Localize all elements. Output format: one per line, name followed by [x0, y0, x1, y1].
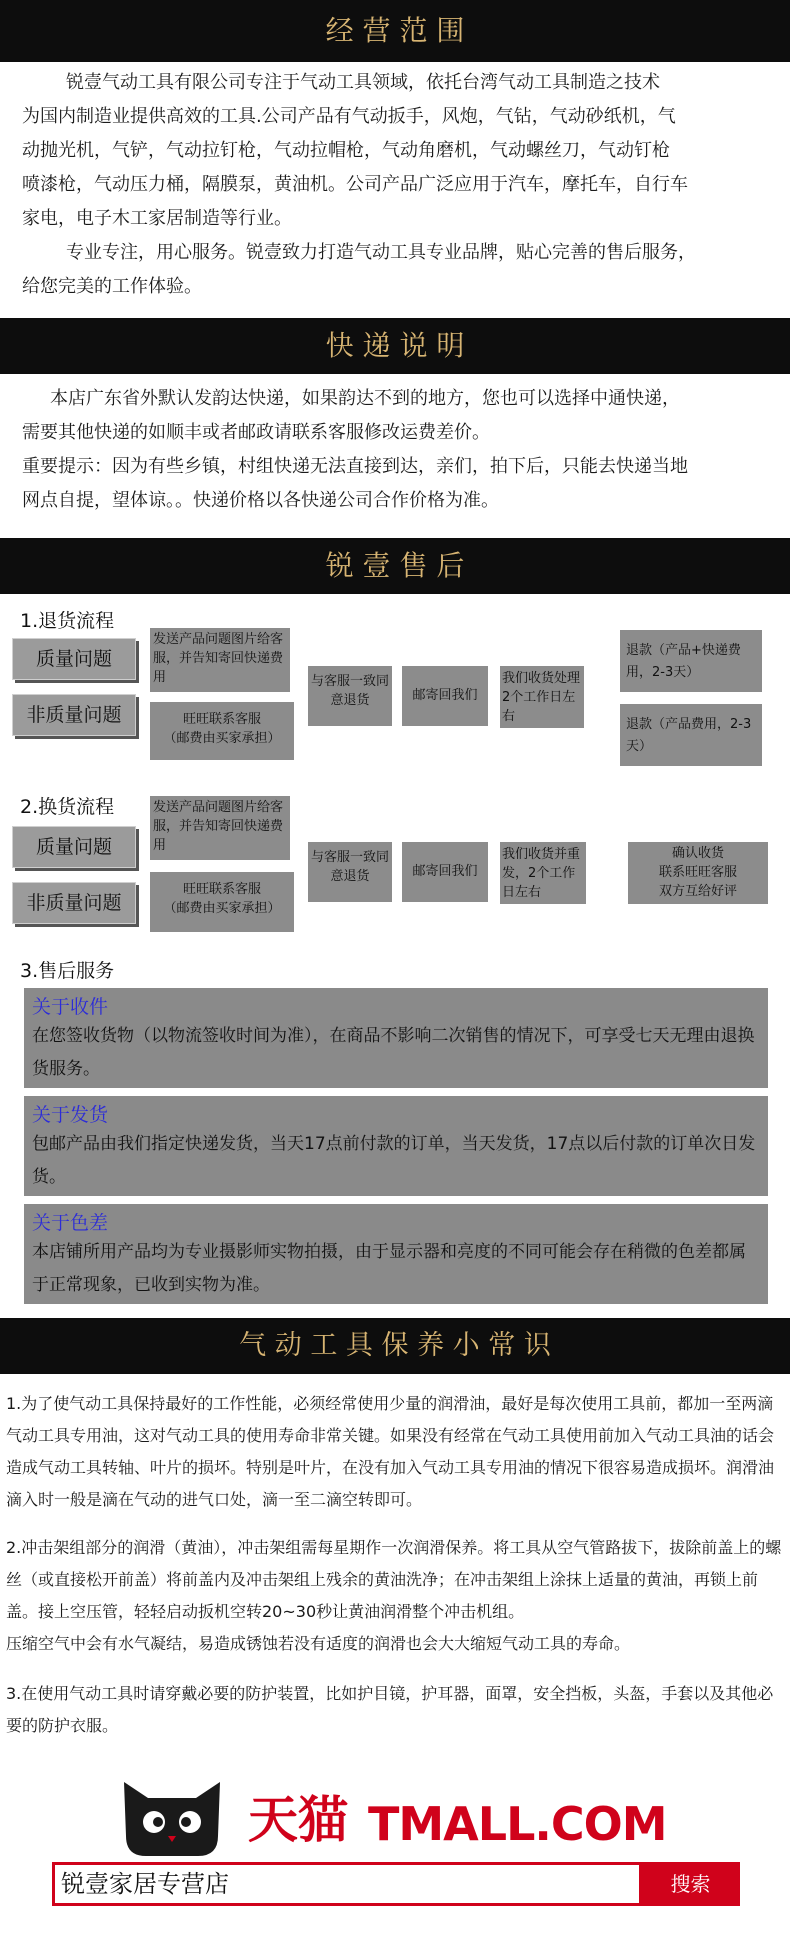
care-paragraph-3: 3.在使用气动工具时请穿戴必要的防护装置，比如护目镜，护耳器，面罩，安全挡板，头盔，手套以及其他必要的防护衣服。: [6, 1684, 774, 1735]
store-search-input[interactable]: 锐壹家居专营店: [52, 1862, 642, 1906]
service-color: [24, 1204, 768, 1304]
service-color-title: 关于色差: [32, 1212, 109, 1234]
return-box-nonquality: 旺旺联系客服 （邮费由买家承担）: [150, 702, 294, 760]
return-flow-label: 1.退货流程: [20, 610, 115, 632]
return-receive: 我们收货处理2个工作日左右: [500, 666, 584, 728]
care-paragraph-2b: 压缩空气中会有水气凝结，易造成锈蚀若没有适度的润滑也会大大缩短气动工具的寿命。: [6, 1634, 631, 1653]
scope-text: [22, 66, 782, 304]
service-shipping: [24, 1096, 768, 1196]
scope-line: 给您完美的工作体验。: [22, 276, 202, 297]
tmall-logo-en: TMALL.COM: [368, 1797, 667, 1851]
express-line: 需要其他快递的如顺丰或者邮政请联系客服修改运费差价。: [22, 422, 490, 443]
service-receipt-text: 在您签收货物（以物流签收时间为准），在商品不影响二次销售的情况下，可享受七天无理由退换货服务。: [32, 1026, 755, 1079]
return-box-quality: 发送产品问题图片给客服，并告知寄回快递费用: [150, 628, 290, 692]
exchange-box-quality: 发送产品问题图片给客服，并告知寄回快递费用: [150, 796, 290, 860]
return-mail: 邮寄回我们: [402, 666, 488, 726]
section-title-care: 气 动 工 具 保 养 小 常 识: [239, 1330, 551, 1361]
express-line: 本店广东省外默认发韵达快递，如果韵达不到的地方，您也可以选择中通快递，: [50, 388, 680, 409]
care-text: [6, 1388, 784, 1742]
section-header-aftersale: [0, 538, 790, 594]
search-button[interactable]: 搜索: [641, 1862, 740, 1906]
care-paragraph-2: 2.冲击架组部分的润滑（黄油），冲击架组需每星期作一次润滑保养。将工具从空气管路拔下，拔除前盖上的螺丝（或直接松开前盖）将前盖内及冲击架组上残余的黄油洗净；在冲击架组上涂抹上适量的黄油，再锁上前盖。接上空压管，轻轻启动扳机空转20~30秒让黄油润滑整个冲击机组。: [6, 1538, 782, 1621]
service-receipt-title: 关于收件: [32, 996, 109, 1018]
section-header-care: [0, 1318, 790, 1374]
scope-line: 锐壹气动工具有限公司专注于气动工具领域，依托台湾气动工具制造之技术: [66, 72, 660, 93]
scope-line: 专业专注，用心服务。锐壹致力打造气动工具专业品牌，贴心完善的售后服务，: [66, 242, 696, 263]
exchange-quality-button[interactable]: 质量问题: [12, 826, 136, 868]
return-refund-2: 退款（产品费用，2-3天）: [620, 704, 762, 766]
service-label: 3.售后服务: [20, 960, 115, 982]
return-nonquality-button[interactable]: 非质量问题: [12, 694, 136, 736]
scope-line: 动抛光机，气铲，气动拉钉枪，气动拉帽枪，气动角磨机，气动螺丝刀，气动钉枪: [22, 140, 670, 161]
exchange-nonquality-button[interactable]: 非质量问题: [12, 882, 136, 924]
section-header-express: [0, 318, 790, 374]
service-receipt: [24, 988, 768, 1088]
return-agree: 与客服一致同意退货: [308, 666, 392, 726]
exchange-mail: 邮寄回我们: [402, 842, 488, 902]
express-line: 重要提示：因为有些乡镇，村组快递无法直接到达，亲们，拍下后，只能去快递当地: [22, 456, 688, 477]
section-title-aftersale: 锐 壹 售 后: [325, 549, 465, 582]
section-title-scope: 经 营 范 围: [325, 14, 465, 47]
express-text: [22, 382, 782, 518]
scope-line: 家电，电子木工家居制造等行业。: [22, 208, 292, 229]
express-line: 网点自提，望体谅。。快递价格以各快递公司合作价格为准。: [22, 490, 499, 511]
tmall-logo-cn: 天猫: [248, 1791, 348, 1849]
scope-line: 为国内制造业提供高效的工具.公司产品有气动扳手，风炮，气钻，气动砂纸机，气: [22, 106, 676, 127]
exchange-box-nonquality: 旺旺联系客服 （邮费由买家承担）: [150, 872, 294, 932]
exchange-receive: 我们收货并重发，2个工作日左右: [500, 842, 586, 904]
exchange-confirm: 确认收货 联系旺旺客服 双方互给好评: [628, 842, 768, 904]
section-header-scope: [0, 0, 790, 62]
return-quality-button[interactable]: 质量问题: [12, 638, 136, 680]
return-refund-1: 退款（产品+快递费用，2-3天）: [620, 630, 762, 692]
service-shipping-text: 包邮产品由我们指定快递发货，当天17点前付款的订单，当天发货，17点以后付款的订单次日发货。: [32, 1134, 756, 1187]
section-title-express: 快 递 说 明: [325, 329, 465, 362]
tmall-cat-icon: [118, 1776, 226, 1860]
scope-line: 喷漆枪，气动压力桶，隔膜泵，黄油机。公司产品广泛应用于汽车，摩托车，自行车: [22, 174, 688, 195]
care-paragraph-1: 1.为了使气动工具保持最好的工作性能，必须经常使用少量的润滑油，最好是每次使用工具前，都加一至两滴气动工具专用油，这对气动工具的使用寿命非常关键。如果没有经常在气动工具使用前加入气动工具油的话会造成气动工具转轴、叶片的损坏。特别是叶片，在没有加入气动工具专用油的情况下很容易造成损坏。润滑油滴入时一般是滴在气动的进气口处，滴一至二滴空转即可。: [6, 1394, 775, 1509]
service-color-text: 本店铺所用产品均为专业摄影师实物拍摄，由于显示器和亮度的不同可能会存在稍微的色差都属于正常现象，已收到实物为准。: [32, 1242, 746, 1295]
service-shipping-title: 关于发货: [32, 1104, 109, 1126]
exchange-agree: 与客服一致同意退货: [308, 842, 392, 902]
exchange-flow-label: 2.换货流程: [20, 796, 115, 818]
